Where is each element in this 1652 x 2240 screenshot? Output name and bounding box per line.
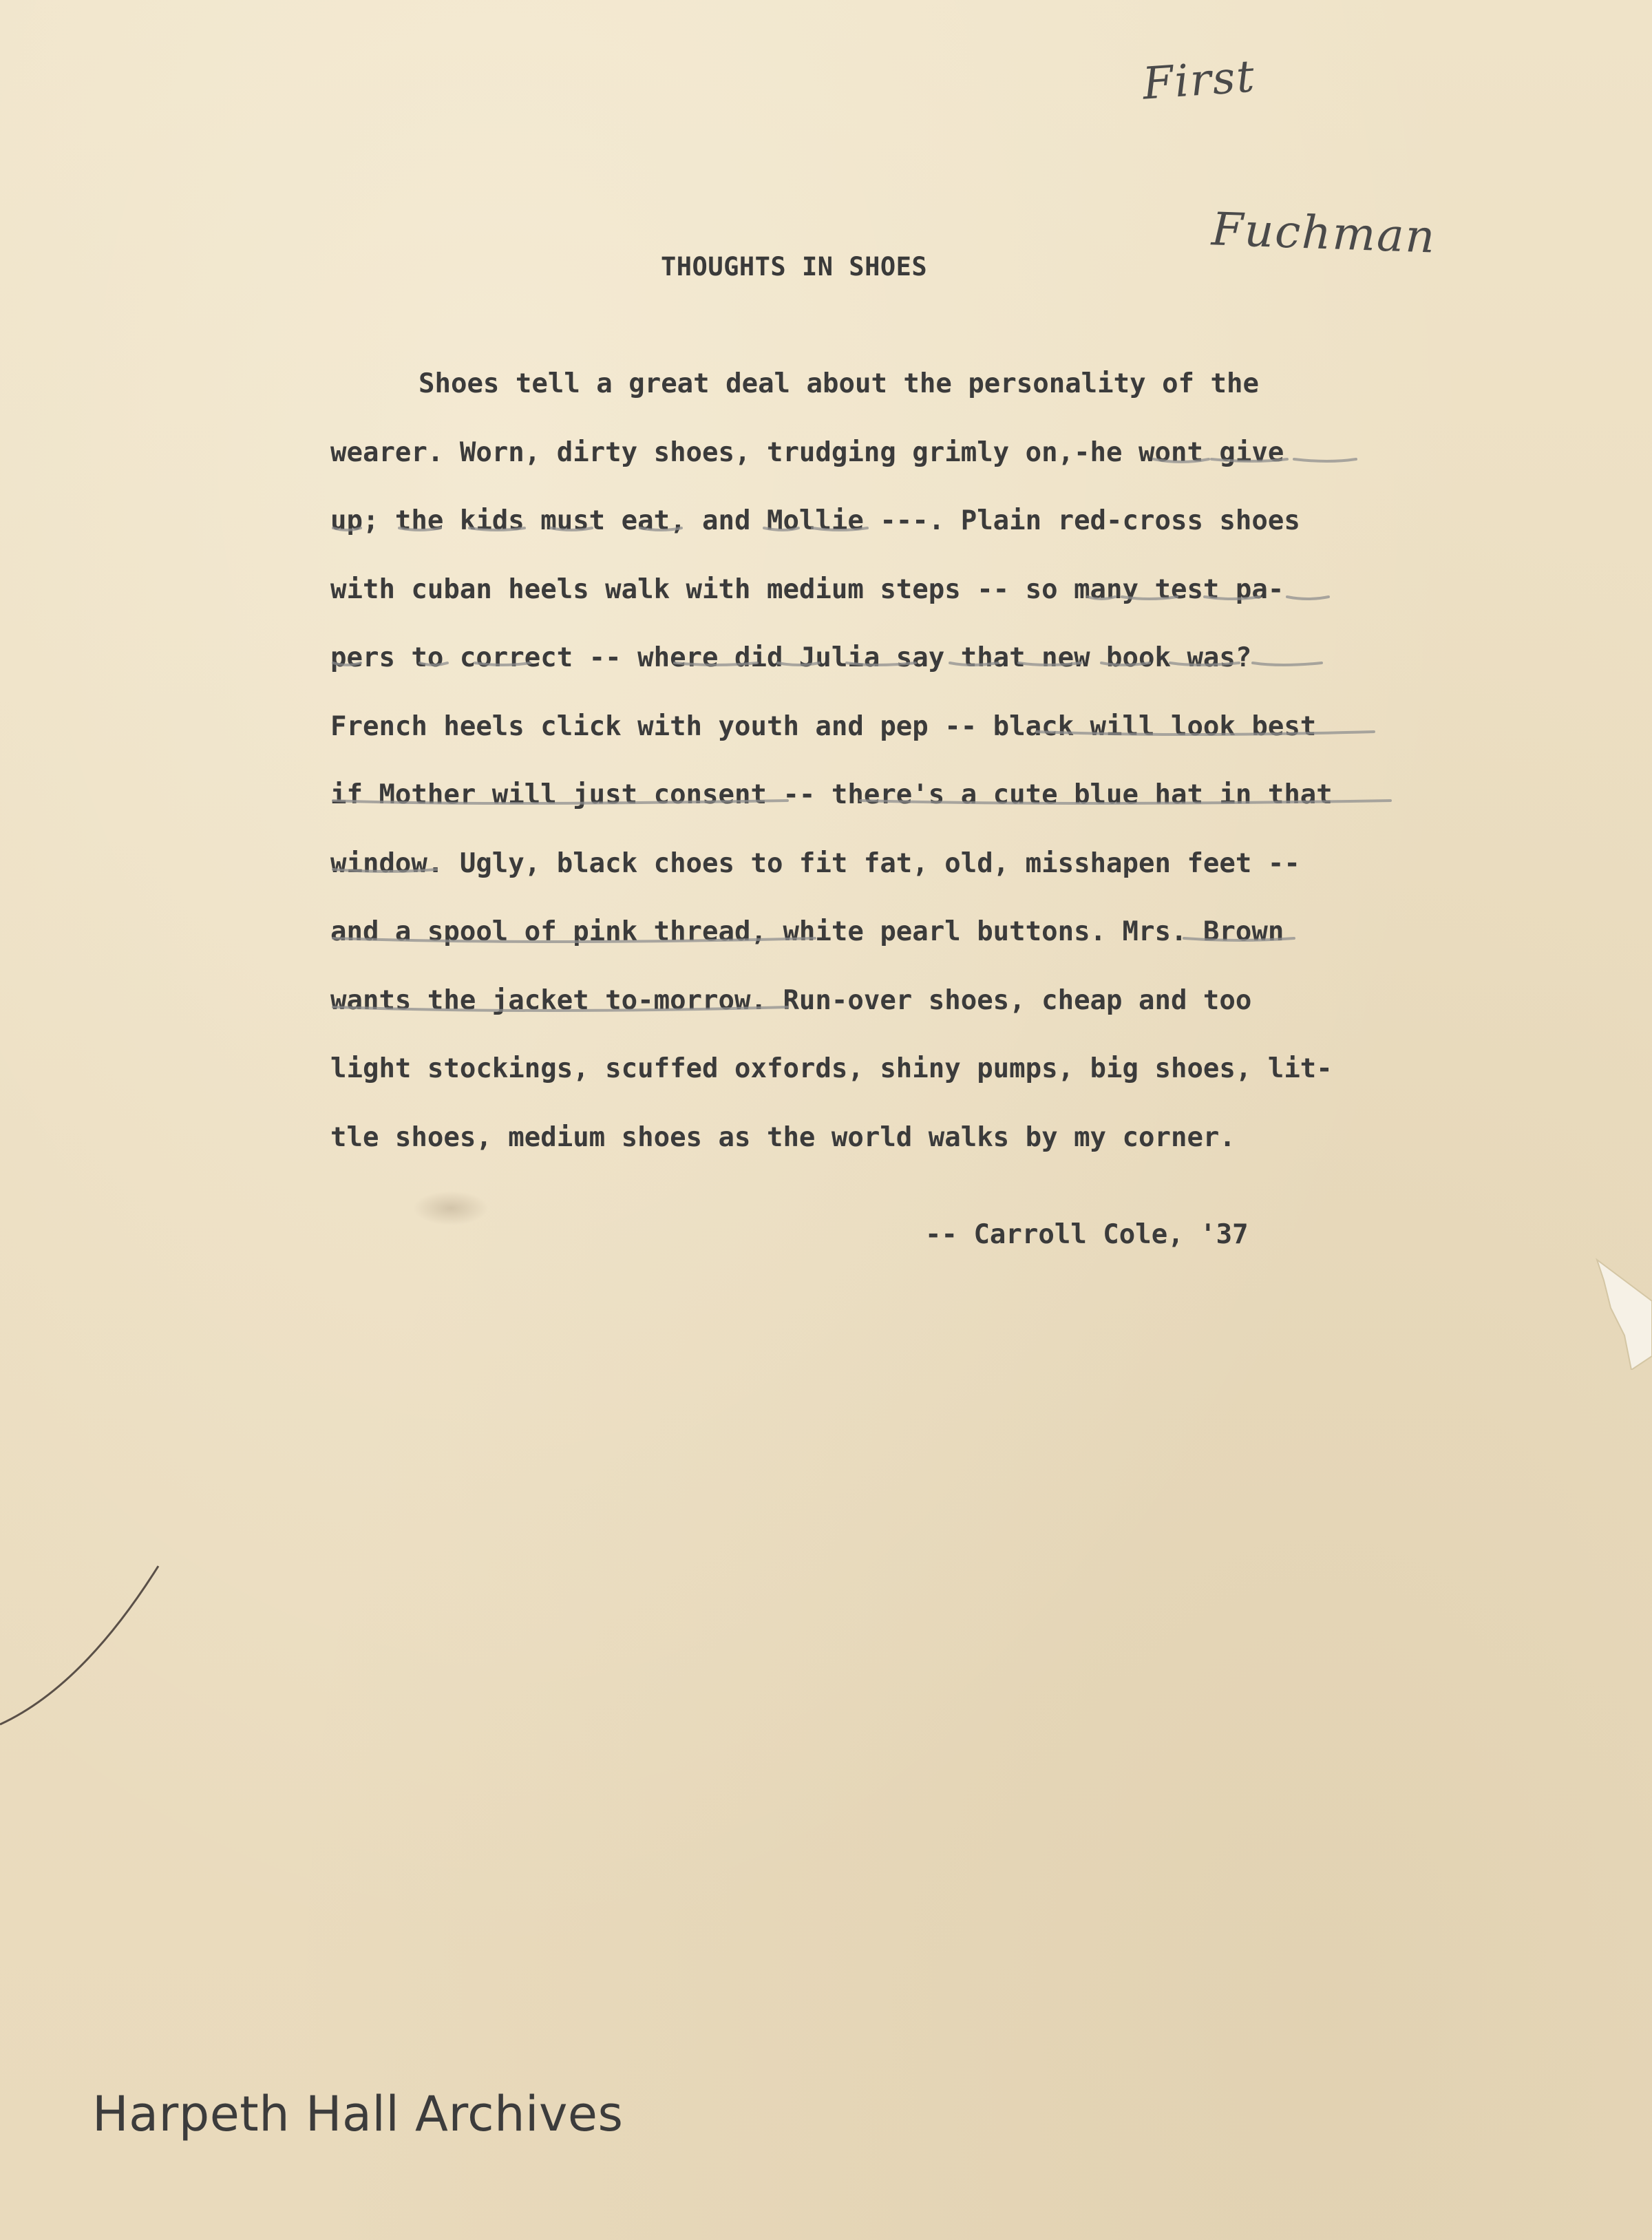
body-line: pers to correct -- where did Julia say that new book was? xyxy=(330,642,1252,673)
archive-watermark: Harpeth Hall Archives xyxy=(92,2086,624,2142)
body-line: wearer. Worn, dirty shoes, trudging grimly on,-he wont give xyxy=(330,436,1284,468)
body-line: Shoes tell a great deal about the personality of the xyxy=(419,368,1259,399)
body-line: and a spool of pink thread, white pearl buttons. Mrs. Brown xyxy=(330,916,1284,947)
body-line: tle shoes, medium shoes as the world walks by my corner. xyxy=(330,1121,1236,1153)
document-body xyxy=(330,350,1404,1172)
body-line: light stockings, scuffed oxfords, shiny pumps, big shoes, lit- xyxy=(330,1053,1333,1084)
handwritten-annotation-first: First xyxy=(1141,51,1258,110)
body-line: if Mother will just consent -- there's a cute blue hat in that xyxy=(330,779,1333,810)
handwritten-annotation-name: Fuchman xyxy=(1210,202,1437,264)
body-line: French heels click with youth and pep -- black will look best xyxy=(330,710,1317,742)
paper-tear-mark xyxy=(1583,1253,1652,1370)
paper-smudge xyxy=(413,1191,489,1225)
stray-pencil-line xyxy=(0,1556,179,1735)
body-line: up; the kids must eat, and Mollie ---. Plain red-cross shoes xyxy=(330,505,1300,536)
author-signature: -- Carroll Cole, '37 xyxy=(925,1219,1249,1250)
body-line: wants the jacket to-morrow. Run-over shoes, cheap and too xyxy=(330,984,1252,1016)
document-title: THOUGHTS IN SHOES xyxy=(661,252,928,282)
body-line: with cuban heels walk with medium steps -- so many test pa- xyxy=(330,573,1284,605)
body-line: window. Ugly, black choes to fit fat, old, misshapen feet -- xyxy=(330,847,1300,879)
